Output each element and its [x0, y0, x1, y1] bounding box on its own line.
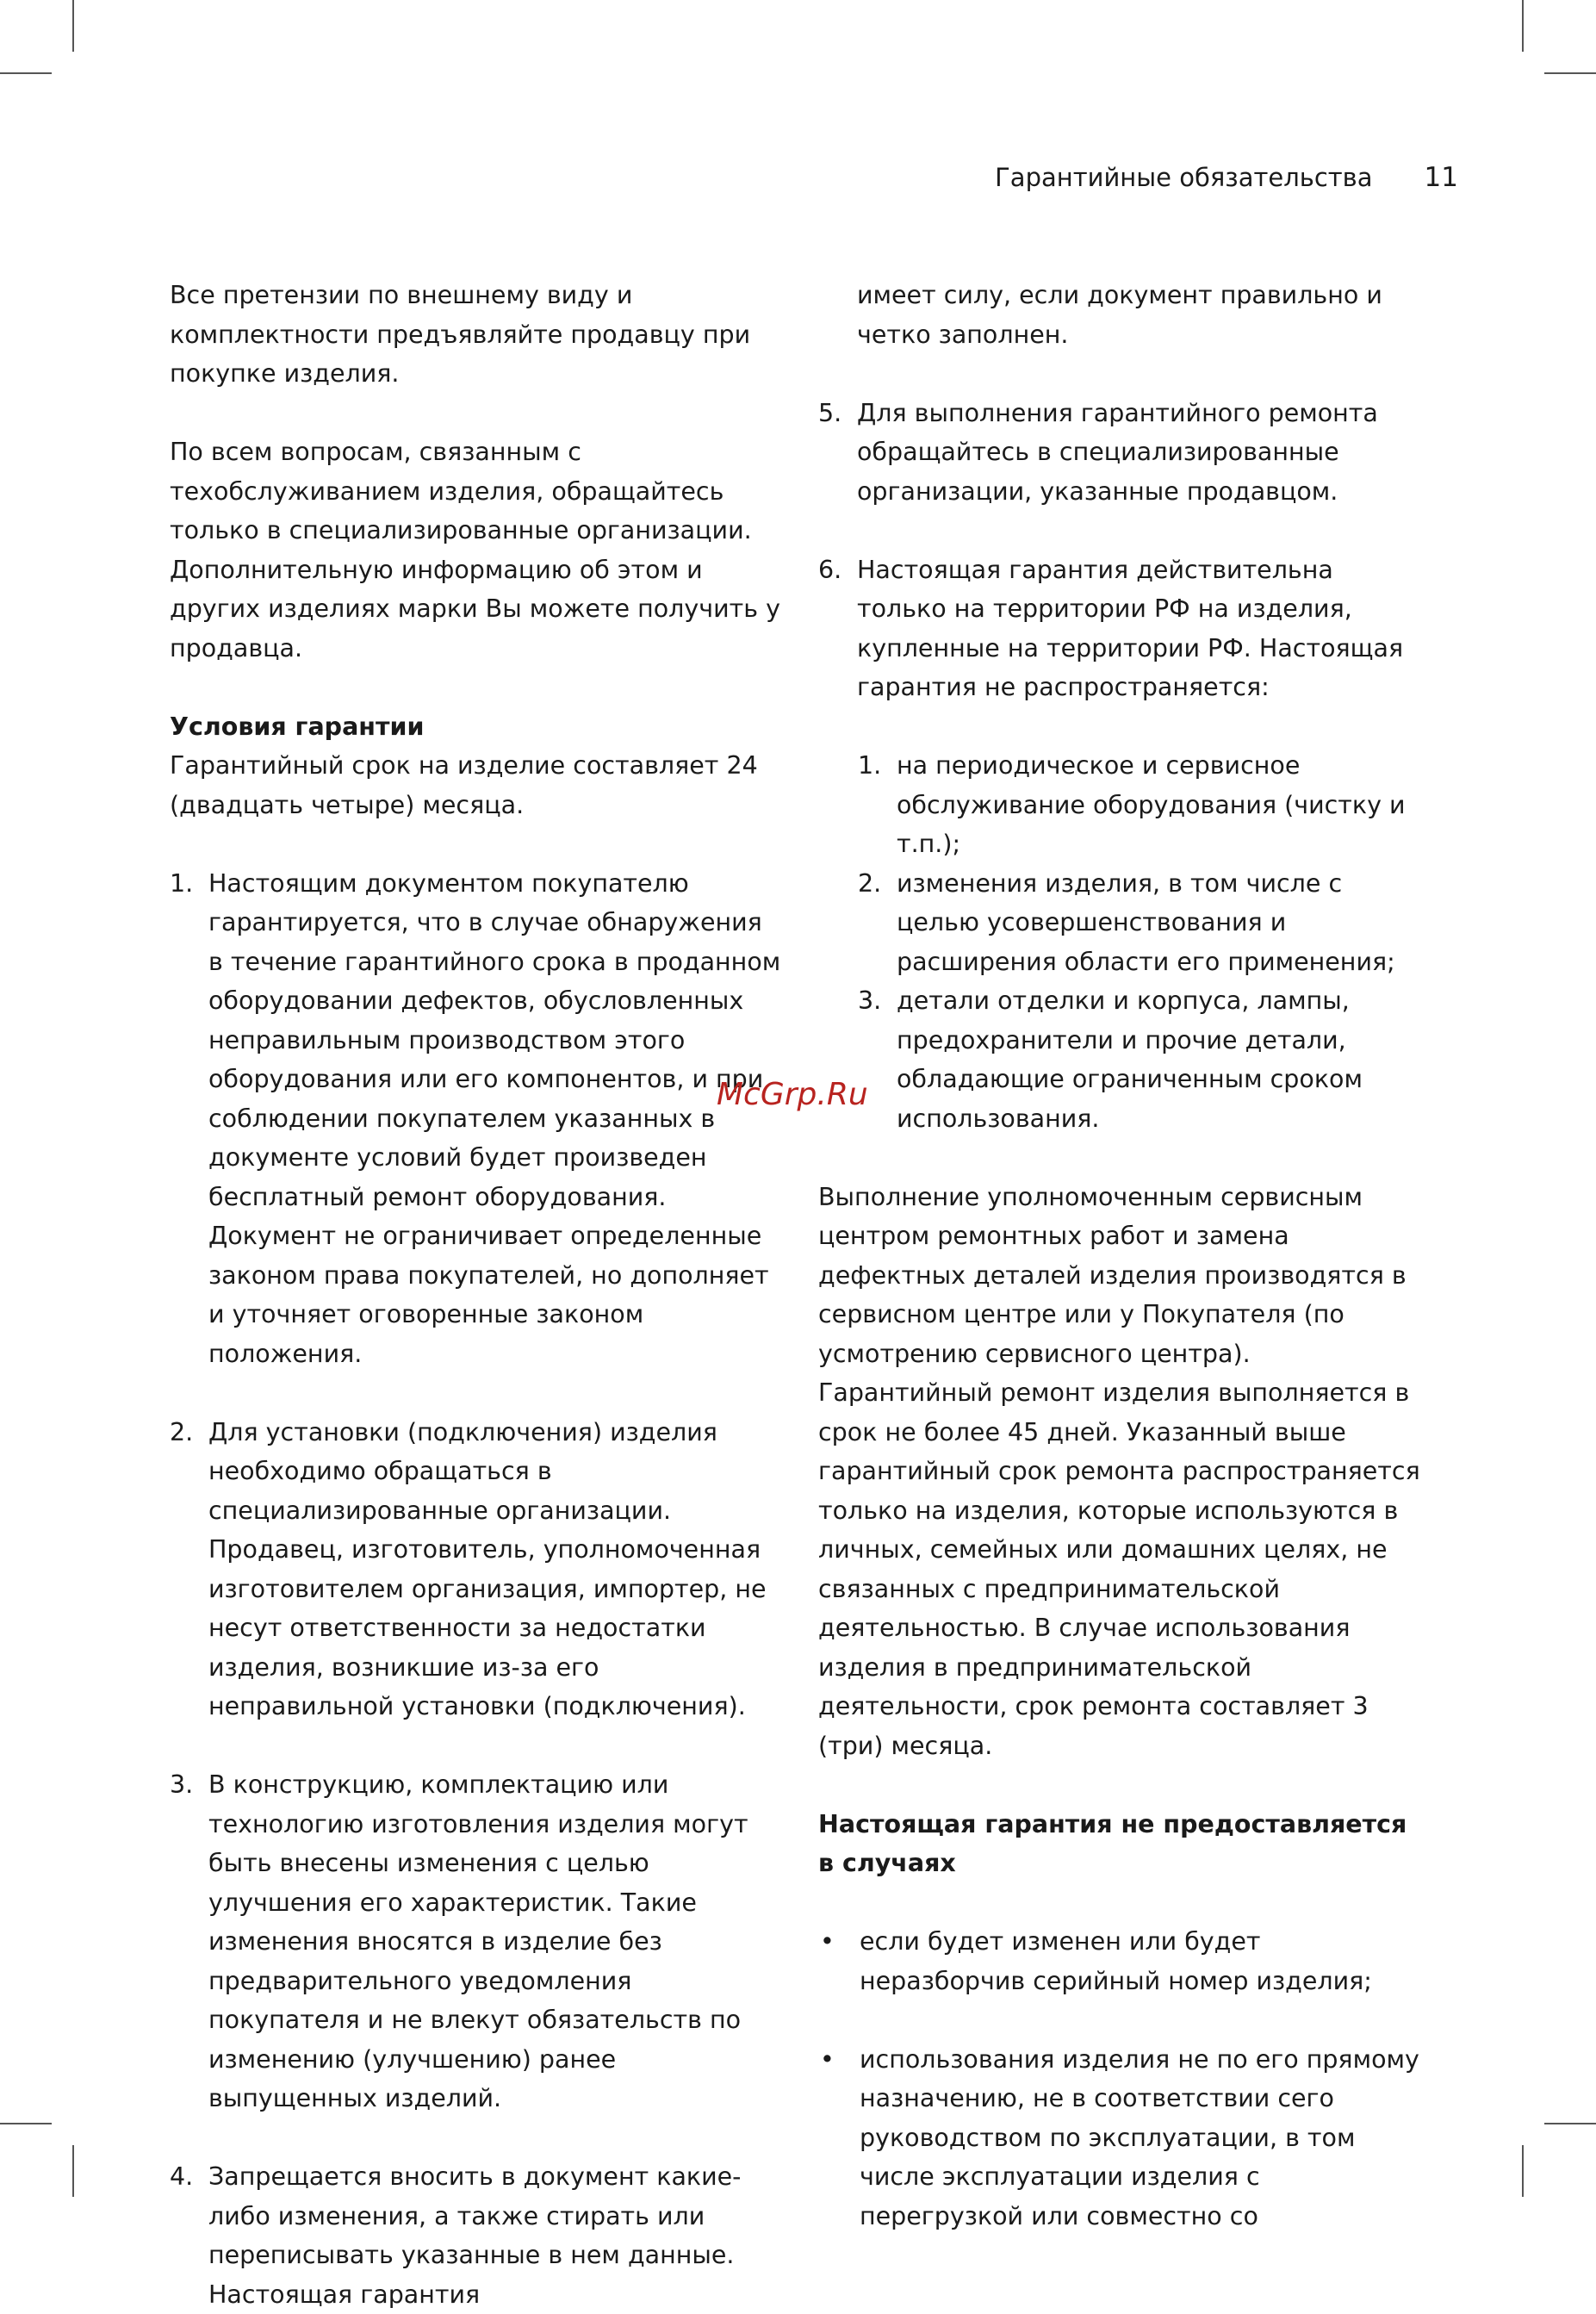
list-item — [818, 551, 1430, 707]
list-item — [170, 1765, 781, 2118]
sub-list-item — [858, 864, 1430, 982]
bullet-item — [818, 1922, 1430, 2000]
sub-list — [858, 746, 1430, 1138]
item-text: Настоящим документом покупателю гарантируется, что в случае обнаружения в течение гарантийного срока в проданном оборудовании дефектов, обусловленных неправильным производством этого оборудования или его компонентов, и при соблюдении покупателем указанных в документе условий будет произведен бесплатный ремонт оборудования. Документ не ограничивает определенные законом права покупателей, но дополняет и уточняет оговоренные законом положения. — [208, 868, 781, 1368]
bullet-mark: • — [820, 2044, 835, 2074]
crop-mark — [1544, 2123, 1596, 2124]
paragraph-service: По всем вопросам, связанным с техобслуживанием изделия, обращайтесь только в специализированные организации. Дополнительную информацию об этом и других изделиях марки Вы можете получить у продавца. — [170, 438, 780, 662]
crop-mark — [72, 0, 74, 52]
right-column — [818, 276, 1430, 2236]
paragraph-claims: Все претензии по внешнему виду и комплектности предъявляйте продавцу при покупке изделия. — [170, 281, 751, 388]
header-title: Гарантийные обязательства — [995, 163, 1373, 192]
item-number: 4. — [170, 2162, 194, 2191]
crop-mark — [72, 2145, 74, 2197]
item-text: изменения изделия, в том числе с целью усовершенствования и расширения области его применения; — [897, 868, 1395, 976]
left-column — [170, 276, 781, 2314]
item-number: 2. — [858, 868, 882, 898]
item-text: Запрещается вносить в документ какие-либо изменения, а также стирать или переписывать указанные в нем данные. Настоящая гарантия — [208, 2162, 742, 2309]
crop-mark — [1544, 72, 1596, 74]
sub-list-item — [858, 746, 1430, 864]
item-text: Настоящая гарантия действительна только на территории РФ на изделия, купленные на территории РФ. Настоящая гарантия не распространяется: — [857, 555, 1404, 701]
list-item — [170, 864, 781, 1374]
crop-mark — [1522, 0, 1524, 52]
crop-mark — [1522, 2145, 1524, 2197]
item-number: 3. — [858, 986, 882, 1015]
item-number: 5. — [818, 398, 842, 427]
item-number: 1. — [170, 868, 194, 898]
crop-mark — [0, 72, 52, 74]
watermark: McGrp.Ru — [717, 1077, 868, 1112]
list-item — [818, 394, 1430, 512]
list-item — [170, 1413, 781, 1726]
list-item — [170, 2157, 781, 2314]
bullet-item — [818, 2040, 1430, 2236]
bullet-mark: • — [820, 1927, 835, 1956]
crop-mark — [0, 2123, 52, 2124]
item-number: 6. — [818, 555, 842, 584]
item-number: 1. — [858, 751, 882, 780]
item-text: если будет изменен или будет неразборчив серийный номер изделия; — [860, 1927, 1372, 1995]
item-text: имеет силу, если документ правильно и четко заполнен. — [857, 281, 1382, 349]
paragraph-warranty-period: Гарантийный срок на изделие составляет 24 (двадцать четыре) месяца. — [170, 751, 758, 819]
item-text: использования изделия не по его прямому назначению, не в соответствии сего руководством по эксплуатации, в том числе эксплуатации изделия с перегрузкой или совместно со — [860, 2044, 1419, 2230]
list-item-continuation — [818, 276, 1430, 354]
item-number: 2. — [170, 1417, 194, 1446]
page-number: 11 — [1424, 162, 1458, 193]
running-header — [995, 162, 1458, 193]
item-text: В конструкцию, комплектацию или технологию изготовления изделия могут быть внесены изменения с целью улучшения его характеристик. Такие изменения вносятся в изделие без предварительного уведомления покупателя и не влекут обязательств по изменению (улучшению) ранее выпущенных изделий. — [208, 1770, 748, 2112]
item-text: детали отделки и корпуса, лампы, предохранители и прочие детали, обладающие ограниченным сроком использования. — [897, 986, 1363, 1133]
paragraph-repair: Выполнение уполномоченным сервисным центром ремонтных работ и замена дефектных деталей изделия производятся в сервисном центре или у Покупателя (по усмотрению сервисного центра). Гарантийный ремонт изделия выполняется в срок не более 45 дней. Указанный выше гарантийный срок ремонта распространяется только на изделия, которые используются в личных, семейных или домашних целях, не связанных с предпринимательской деятельностью. В случае использования изделия в предпринимательской деятельности, срок ремонта составляет 3 (три) месяца. — [818, 1182, 1420, 1760]
item-text: Для установки (подключения) изделия необходимо обращаться в специализированные организации. Продавец, изготовитель, уполномоченная изготовителем организация, импортер, не несут ответственности за недостатки изделия, возникшие из-за его неправильной установки (подключения). — [208, 1417, 767, 1720]
item-number: 3. — [170, 1770, 194, 1799]
item-text: Для выполнения гарантийного ремонта обращайтесь в специализированные организации, указанные продавцом. — [857, 398, 1378, 506]
sub-list-item — [858, 981, 1430, 1138]
section-heading-warranty-terms: Условия гарантии — [170, 712, 425, 741]
item-text: на периодическое и сервисное обслуживание оборудования (чистку и т.п.); — [897, 751, 1406, 858]
section-heading-exclusions: Настоящая гарантия не предоставляется в случаях — [818, 1809, 1407, 1877]
